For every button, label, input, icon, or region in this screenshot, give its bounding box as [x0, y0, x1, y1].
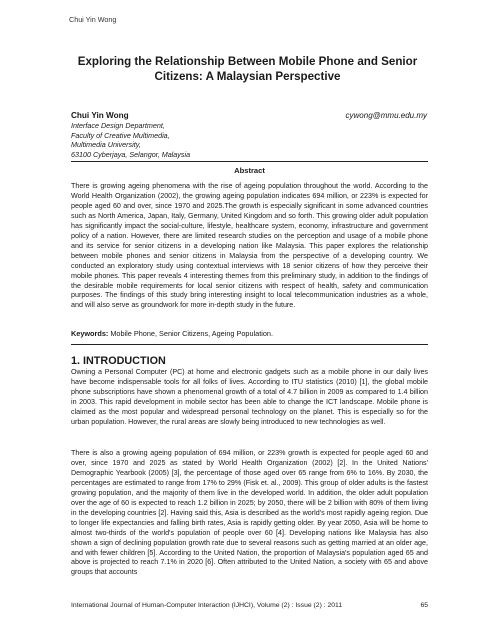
- section-heading: 1. INTRODUCTION: [71, 355, 166, 367]
- keywords-text: Mobile Phone, Senior Citizens, Ageing Population.: [108, 329, 274, 338]
- affiliation-line: 63100 Cyberjaya, Selangor, Malaysia: [71, 149, 191, 159]
- paper-title: Exploring the Relationship Between Mobile Phone and Senior Citizens: A Malaysian Perspective: [77, 55, 418, 83]
- abstract-heading: Abstract: [234, 166, 265, 175]
- affiliation-line: Multimedia University,: [71, 140, 141, 149]
- page-number: 65: [420, 602, 428, 609]
- author-block: [71, 111, 427, 159]
- running-head: Chui Yin Wong: [69, 15, 117, 24]
- abstract-top-rule: [71, 161, 428, 162]
- body-paragraph: Owning a Personal Computer (PC) at home and electronic gadgets such as a mobile phone in our daily lives have become indispensable tools for all folks of lives. According to ITU statistics (2010) [1], the global mobile phone subscriptions have shown a phenomenal growth of a total of 4.7 billion in 2009 as compared to 1.4 billion in 2003. This rapid development in mobile sector has been able to change the ICT landscape. Mobile phone is claimed as the most popular and widespread personal technology on the planet. This is especially so for the urban population. However, the rural areas are slowly being introduced to new technologies as well.: [71, 368, 428, 426]
- journal-citation: International Journal of Human-Computer Interaction (IJHCI), Volume (2) : Issue (2) : 2011: [71, 602, 343, 609]
- author-name: Chui Yin Wong: [71, 111, 129, 120]
- keywords: [71, 329, 428, 338]
- affiliation-line: Interface Design Department,: [71, 121, 165, 130]
- page-footer: [71, 602, 428, 609]
- author-email: cywong@mmu.edu.my: [345, 111, 427, 120]
- body-paragraph: There is also a growing ageing population of 694 million, or 223% growth is expected for people aged 60 and over, since 1970 and 2025 as stated by World Health Organization (2002) [2]. In the United Nations' Demographic Yearbook (2005) [3], the percentage of those aged over 65 range from 6% to 16%. By 2030, the percentages are estimated to range from 17% to 29% (Fisk et. al., 2009). This group of older adults is the fastest growing population, and the majority of them live in the developed world. In addition, the older adult population over the age of 60 is expected to reach 1.2 billion in 2025; by 2050, there will be 2 billion with 80% of them living in the developing countries [2]. Having said this, Asia is described as the world's most rapidly ageing region. Due to longer life expectancies and falling birth rates, Asia is rapidly getting older. By year 2050, Asia will be home to almost two-thirds of the world's population of people over 60 [4]. Developing nations like Malaysia has also shown a sign of declining population growth rate due to several reasons such as getting married at an older age, and with fewer children [5]. According to the United Nation, the proportion of Malaysia's population aged 65 and above is projected to reach 7.1% in 2020 [6]. Often attributed to the United Nation, a society with 65 and above groups that accounts: [71, 449, 428, 577]
- abstract-text: There is growing ageing phenomena with the rise of ageing population throughout the world. According to the World Health Organization (2002), the growing ageing population indicates 694 million, or 223% is expected for people aged 60 and over, since 1970 and 2025.The growth is especially significant in some advanced countries such as North America, Japan, Italy, Germany, United Kingdom and so forth. This growing older adult population has significantly impact the social-culture, lifestyle, healthcare system, economy, infrastructure and government policy of a nation. However, there are limited research studies on the perception and usage of a mobile phone and its service for senior citizens in a developing nation like Malaysia. This paper explores the relationship between mobile phones and senior citizens in Malaysia from the perspective of a developing country. We conducted an exploratory study using contextual interviews with 18 senior citizens of how they perceive their mobile phones. This paper reveals 4 interesting themes from this preliminary study, in addition to the findings of the desirable mobile requirements for local senior citizens with respect of health, safety and communication purposes. The findings of this study bring interesting insight to local telecommunication industries as a whole, and will also serve as groundwork for more in-depth study in the future.: [71, 182, 428, 310]
- affiliation-line: Faculty of Creative Multimedia,: [71, 130, 170, 140]
- keywords-label: Keywords:: [71, 329, 109, 338]
- keywords-bottom-rule: [71, 344, 428, 345]
